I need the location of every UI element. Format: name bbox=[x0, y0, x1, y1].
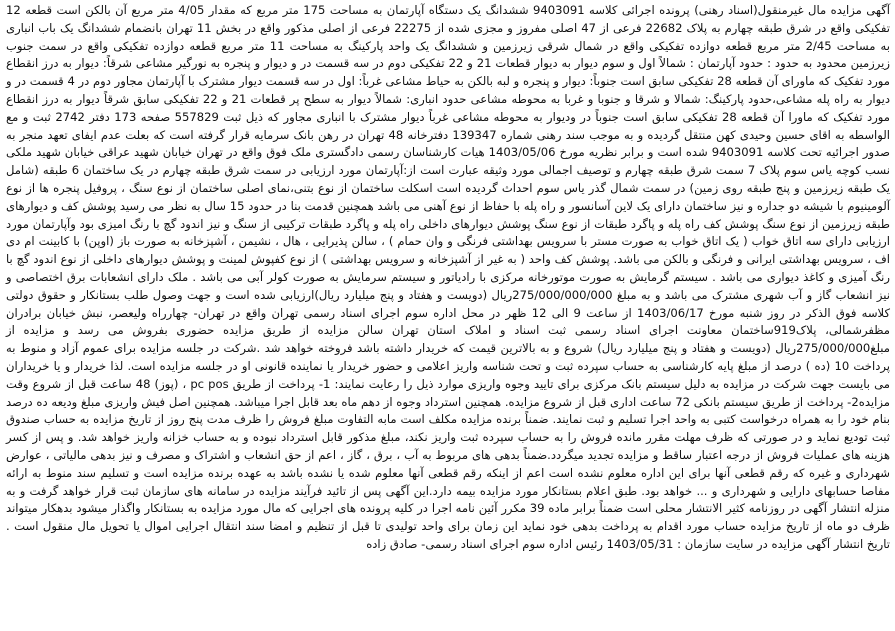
notice-body-text: آگهی مزایده مال غیرمنقول(اسناد رهنی) پرونده اجرائی کلاسه 9403091 ششدانگ یک دستگاه آپارتمان به مساحت 175 متر مربع که مقدار 4/05 متر مربع آن بالکن است قطعه 12 تفکیکی واقع در شرق طبقه چهارم به پلاک 22682 فرعی از 47 اصلی مفروز و مجزی شده از 22275 فرعی از اصلی مذکور واقع در بخش 11 تهران بانضمام ششدانگ یک باب انباری به مساحت 2/45 متر مربع قطعه دوازده تفکیکی واقع در شمال شرقی زیرزمین و ششدانگ یک واحد پارکینگ به مساحت 11 متر مربع قطعه دوازده تفکیکی واقع در سمت جنوب زیرزمین محدود به حدود : حدود آپارتمان : شمالاً اول و سوم دیوار به دیوار قطعات 21 و 22 تفکیکی دوم در سه قسمت در و دیوار و پنجره به نورگیر مشاعی شرقاً: دیوار به درز انقطاع مورد تفکیک که ماورای آن قطعه 28 تفکیکی سابق است جنوباً: دیوار و پنجره و لبه بالکن به حیاط مشاعی غرباً: اول در سه قسمت دیوار مشترک با آپارتمان مجاور دوم در 4 قسمت در و دیوار به راه پله مشاعی،حدود پارکینگ: شمالا و شرقا و جنوبا و غربا به محوطه مشاعی حدود انباری: شمالاً دیوار به سطح پر قطعات 21 و 22 تفکیکی سابق شرقاً دیوار به درز انقطاع مورد تفکیک که ماورا آن قطعه 28 تفکیکی سابق است جنوباً در ودیوار به محوطه مشاعی غرباً دیوار مشترک با انباری مجاور که ذیل ثبت 557829 صفحه 173 دفتر 2742 ثبت و مع الواسطه به اقای حسین وحیدی کهن منتقل گردیده و به موجب سند رهنی شماره 139347 دفترخانه 48 تهران در رهن بانک سرمایه قرار گرفته است که بعلت عدم ایفای تعهد منجر به صدور اجرائیه تحت کلاسه 9403091 شده است و برابر نظریه مورخ 1403/05/06 هیات کارشناسان رسمی دادگستری ملک فوق واقع در تهران خیابان شهید عراقی خیابان شهید ملکی نسب کوچه یاس سوم پلاک 7 سمت شرق طبقه چهارم و توصیف اجمالی مورد وثیقه عبارت است از:آپارتمان مورد ارزیابی در سمت شرق طبقه چهارم در یک ساختمان 6 طبقه (شامل یک طبقه زیرزمین و پنج طبقه روی زمین) در سمت شمال گذر یاس سوم احداث گردیده است اسکلت ساختمان از نوع بتنی،نمای اصلی ساختمان از نوع سنگ ، پروفیل پنجره ها از نوع آلومینیوم با شیشه دو جداره و نیز ساختمان دارای یک لاین آسانسور و راه پله با حفاظ از نوع آهنی می باشد همچنین قدمت بنا در حدود 15 سال به نظر می رسید پوشش کف و دیوارهای طبقه زیرزمین از نوع سنگ پوشش کف راه پله و پاگرد طبقات از نوع سنگ پوشش دیوارهای داخلی راه پله و پاگرد طبقات ترکیبی از سنگ و نیز اندود گچ با رنگ امیزی بود وآپارتمان مورد ارزیابی دارای سه اتاق خواب ( یک اتاق خواب به صورت مستر با سرویس بهداشتی فرنگی و وان حمام ) ، سالن پذیرایی ، هال ، نشیمن ، آشپزخانه به صورت باز (اوپن) با کابینت ام دی اف ، سرویس بهداشتی ایرانی و فرنگی و بالکن می باشد. پوشش کف واحد ( به غیر از آشپزخانه و سرویس بهداشتی ) از نوع کفپوش لمینت و پوشش دیوارهای داخلی از نوع اندود گچ با رنگ آمیزی و کاغذ دیواری می باشد . سیستم گرمایش به صورت موتورخانه مرکزی با رادیاتور و سیستم سرمایش به صورت کولر آبی می باشد . ملک دارای انشعابات برق اختصاصی و نیز انشعاب گاز و آب شهری مشترک می باشد و به مبلغ 275/000/000/000ریال (دویست و هفتاد و پنج میلیارد ریال)ارزیابی شده است و جهت وصول طلب بستانکار و حقوق دولتی کلاسه فوق الذکر در روز شنبه مورخ 1403/06/17 از ساعت 9 الی 12 ظهر در محل اداره سوم اجرای اسناد رسمی تهران واقع در تهران- چهارراه ولیعصر، نبش خیابان برادران مظفرشمالی، پلاک919ساختمان معاونت اجرای اسناد رسمی ثبت اسناد و املاک استان تهران سالن مزایده از طریق مزایده حضوری بفروش می رسد و مزایده از مبلغ275/000/000ریال (دویست و هفتاد و پنج میلیارد ریال) شروع و به بالاترین قیمت که خریدار داشته باشد فروخته خواهد شد .شرکت در جلسه مزایده برای عموم آزاد و منوط به پرداخت 10 (ده ) درصد از مبلغ پایه کارشناسی به حساب سپرده ثبت و تحت شناسه واریز اعلامی و حضور خریدار یا نماینده قانونی او در جلسه مزایده است. لذا خریدار و یا خریداران می بایست جهت شرکت در مزایده به دلیل سیستم بانک مرکزی برای تایید وجوه واریزی موارد ذیل را رعایت نمایند: 1- پرداخت از طریق pc pos ، (پوز) 48 ساعت قبل از شروع وقت مزایده2- پرداخت از طریق سیستم بانکی 72 ساعت اداری قبل از شروع مزایده. همچنین استرداد وجوه از دهم ماه بعد قابل اجرا میباشد. همچنین اصل فیش واریزی مبلغ ودیعه ده درصد بنام خود را به همراه درخواست کتبی به واحد اجرا تسلیم و ثبت نمایند. ضمناً برنده مزایده مکلف است مابه التفاوت مبلغ فروش را ظرف مدت پنج روز از تاریخ مزایده به حساب صندوق ثبت تودیع نماید و در صورتی که ظرف مهلت مقرر مانده فروش را به حساب سپرده ثبت واریز نکند، مبلغ مذکور قابل استرداد نبوده و به حساب خزانه واریز خواهد شد. و پس از کسر هزینه های عملیات فروش از درجه اعتبار ساقط و مزایده تجدید میگردد.ضمناً بدهی های مربوط به آب ، برق ، گاز ، اعم از حق انشعاب و اشتراک و مصرف و نیز بدهی مالیاتی ، عوارض شهرداری و غیره که رقم قطعی آنها برای این اداره معلوم نشده است اعم از اینکه رقم قطعی آنها معلوم شده یا نشده باشد به عهده برنده مزایده است و تسلیم سند منوط به ارائه مفاصا حسابهای دارایی و شهرداری و ... خواهد بود. طبق اعلام بستانکار مورد مزایده بیمه دارد.این آگهی پس از تائید فرآیند مزایده در سامانه های سازمان ثبت قرار خواهد گرفت و به منزله انتشار آگهی در روزنامه کثیر الانتشار محلی است ضمناً برابر ماده 39 مکرر آئین نامه اجرا در کلیه پرونده های اجرایی که مال مورد مزایده به بستانکار واگذار میشود بدهکار میتواند ظرف دو ماه از تاریخ مزایده حساب مورد اقدام به پرداخت بدهی خود نماید این زمان برای واحد تولیدی تا قبل از تنظیم و امضا سند انتقال اجرایی اموال یا تحویل مال منقول است . تاریخ انتشار آگهی مزایده در سایت سازمان : 1403/05/31 رئیس اداره سوم اجرای اسناد رسمی- صادق زاده bbox=[6, 3, 891, 551]
